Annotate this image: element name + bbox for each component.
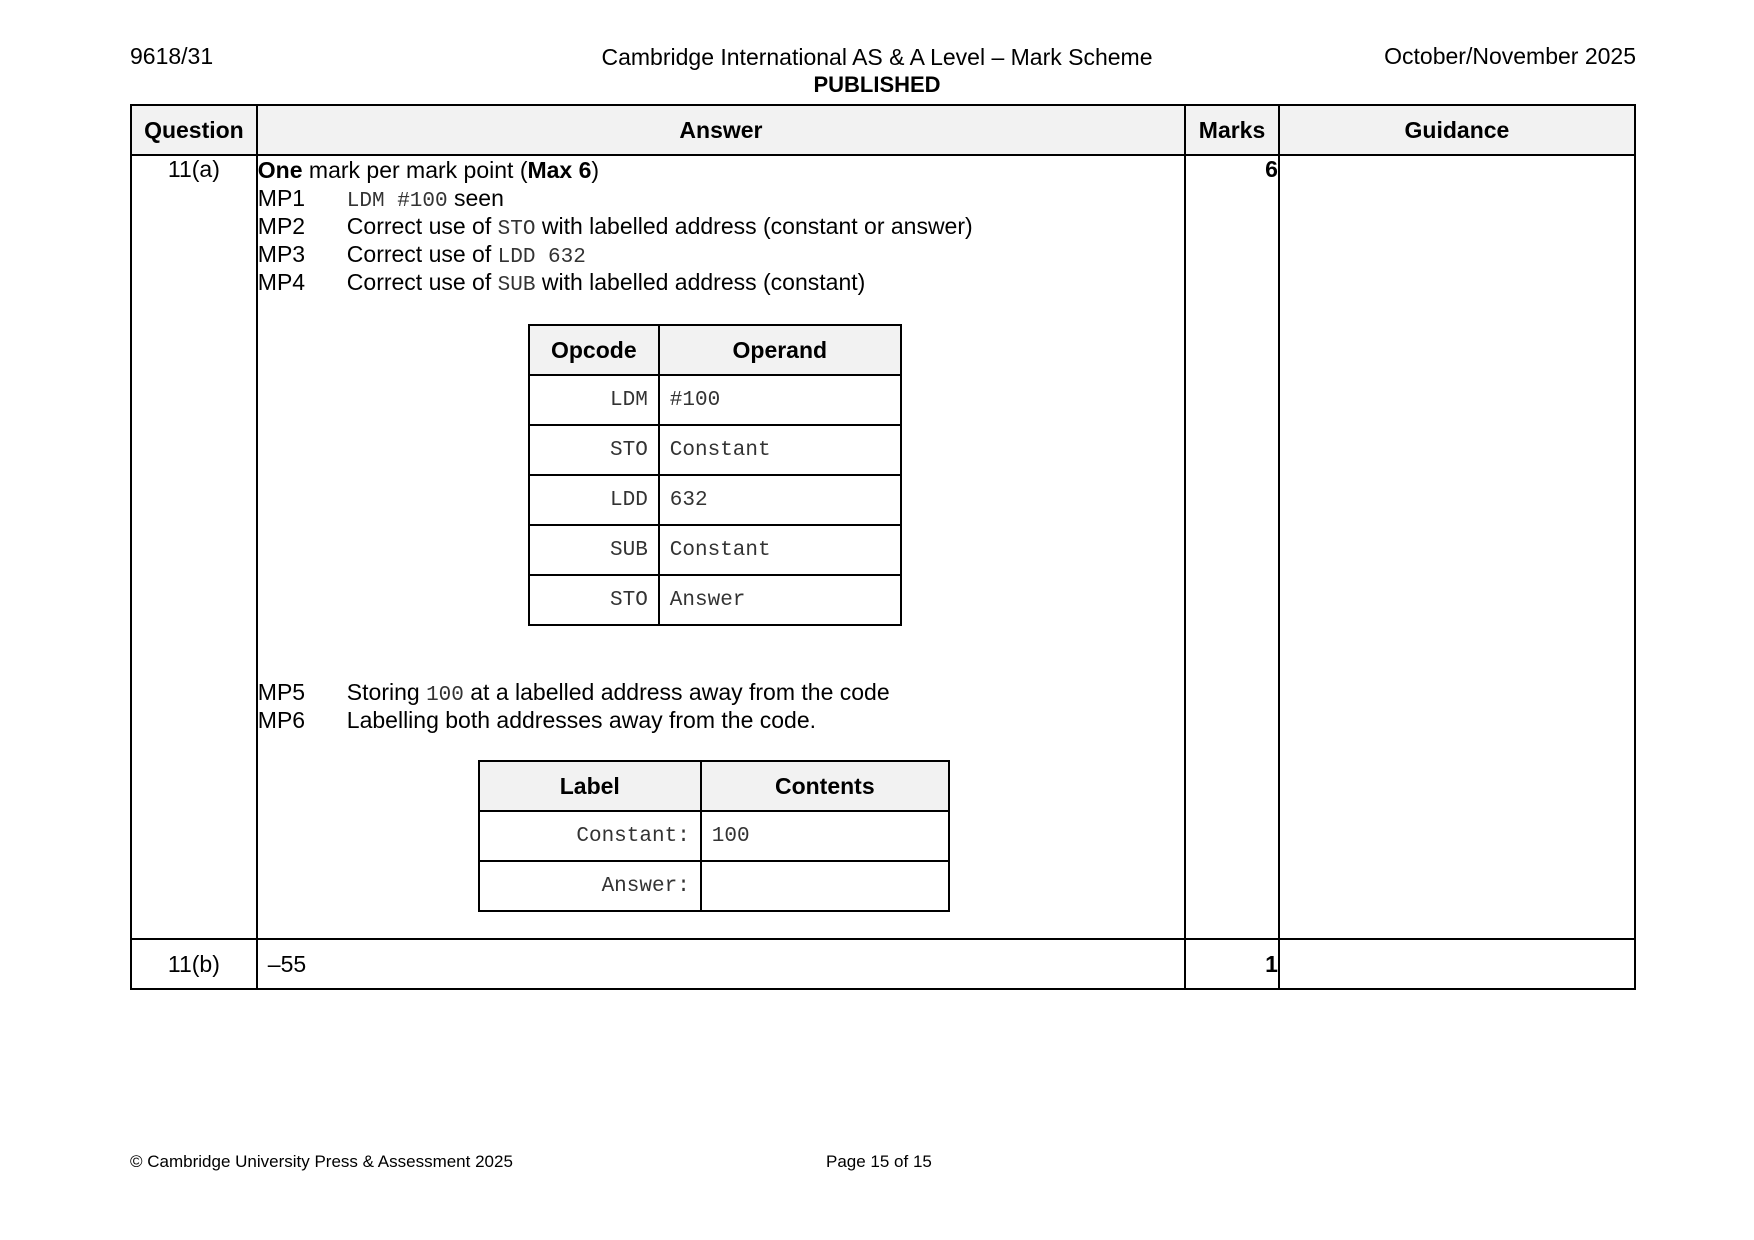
mp-code: SUB bbox=[497, 274, 536, 297]
published-label: PUBLISHED bbox=[813, 72, 941, 97]
guidance-cell bbox=[1279, 155, 1635, 939]
mp-label: MP2 bbox=[257, 213, 306, 239]
opcode-cell: SUB bbox=[529, 525, 659, 575]
opcode-cell: STO bbox=[529, 575, 659, 625]
mp-text: with labelled address (constant or answer) bbox=[535, 213, 973, 239]
mp-code: LDM #100 bbox=[346, 190, 448, 213]
marks-value: 6 bbox=[1185, 155, 1279, 939]
opcode-cell: LDD bbox=[529, 475, 659, 525]
intro-end: ) bbox=[591, 157, 600, 183]
intro-max: Max 6 bbox=[527, 157, 592, 183]
mp-text-pre: Correct use of bbox=[346, 213, 498, 239]
opcode-cell: STO bbox=[529, 425, 659, 475]
table-row bbox=[479, 861, 949, 911]
header-answer: Answer bbox=[257, 105, 1185, 155]
memory-header-label: Label bbox=[479, 761, 701, 811]
marks-value: 1 bbox=[1185, 939, 1279, 989]
mark-point-2 bbox=[258, 212, 1184, 240]
operand-cell: Constant bbox=[659, 525, 901, 575]
operand-cell: 632 bbox=[659, 475, 901, 525]
mark-scheme-table bbox=[130, 104, 1636, 990]
mp-label: MP5 bbox=[257, 679, 306, 705]
answer-cell: –55 bbox=[257, 939, 1185, 989]
mark-point-6 bbox=[258, 706, 1184, 734]
mp-text-pre: Storing bbox=[346, 679, 427, 705]
header-question: Question bbox=[131, 105, 257, 155]
mark-point-3 bbox=[258, 240, 1184, 268]
mp-label: MP3 bbox=[257, 241, 306, 267]
page-number: Page 15 of 15 bbox=[826, 1152, 932, 1171]
memory-table bbox=[478, 760, 950, 912]
mp-label: MP4 bbox=[257, 269, 306, 295]
answer-cell bbox=[257, 155, 1185, 939]
contents-cell: 100 bbox=[701, 811, 949, 861]
table-row bbox=[529, 375, 901, 425]
mp-text: Labelling both addresses away from the code. bbox=[346, 707, 817, 733]
copyright-notice: © Cambridge University Press & Assessment 2025 bbox=[130, 1152, 513, 1171]
table-row bbox=[529, 575, 901, 625]
mp-text-pre: Correct use of bbox=[346, 269, 498, 295]
mp-code: 100 bbox=[426, 684, 464, 707]
mp-text: at a labelled address away from the code bbox=[463, 679, 890, 705]
exam-session: October/November 2025 bbox=[1384, 43, 1636, 69]
program-header-opcode: Opcode bbox=[529, 325, 659, 375]
table-row bbox=[529, 475, 901, 525]
program-header-operand: Operand bbox=[659, 325, 901, 375]
mark-point-1 bbox=[258, 184, 1184, 212]
guidance-cell bbox=[1279, 939, 1635, 989]
title-text: Cambridge International AS & A Level – Mark Scheme bbox=[601, 44, 1153, 70]
table-header-row bbox=[131, 105, 1635, 155]
mp-label: MP6 bbox=[257, 707, 306, 733]
table-row bbox=[529, 525, 901, 575]
mp-code: LDD 632 bbox=[497, 246, 586, 269]
label-cell: Answer: bbox=[479, 861, 701, 911]
table-row-11b bbox=[131, 939, 1635, 989]
mp-label: MP1 bbox=[257, 185, 306, 211]
intro-bold-one: One bbox=[257, 157, 303, 183]
intro-mid: mark per mark point ( bbox=[302, 157, 528, 183]
table-row-11a bbox=[131, 155, 1635, 939]
contents-cell bbox=[701, 861, 949, 911]
program-table bbox=[528, 324, 902, 626]
mp-code: STO bbox=[497, 218, 536, 241]
operand-cell: Answer bbox=[659, 575, 901, 625]
mark-point-4 bbox=[258, 268, 1184, 296]
table-row bbox=[479, 811, 949, 861]
memory-header-contents: Contents bbox=[701, 761, 949, 811]
mp-text-pre: Correct use of bbox=[346, 241, 498, 267]
paper-code: 9618/31 bbox=[130, 43, 214, 69]
mark-point-5 bbox=[258, 678, 1184, 706]
question-number: 11(a) bbox=[131, 155, 257, 939]
label-cell: Constant: bbox=[479, 811, 701, 861]
question-number: 11(b) bbox=[131, 939, 257, 989]
mp-text: seen bbox=[447, 185, 504, 211]
mp-text: with labelled address (constant) bbox=[535, 269, 866, 295]
header-marks: Marks bbox=[1185, 105, 1279, 155]
operand-cell: Constant bbox=[659, 425, 901, 475]
header-guidance: Guidance bbox=[1279, 105, 1635, 155]
mark-intro bbox=[258, 156, 1184, 184]
opcode-cell: LDM bbox=[529, 375, 659, 425]
operand-cell: #100 bbox=[659, 375, 901, 425]
table-row bbox=[529, 425, 901, 475]
